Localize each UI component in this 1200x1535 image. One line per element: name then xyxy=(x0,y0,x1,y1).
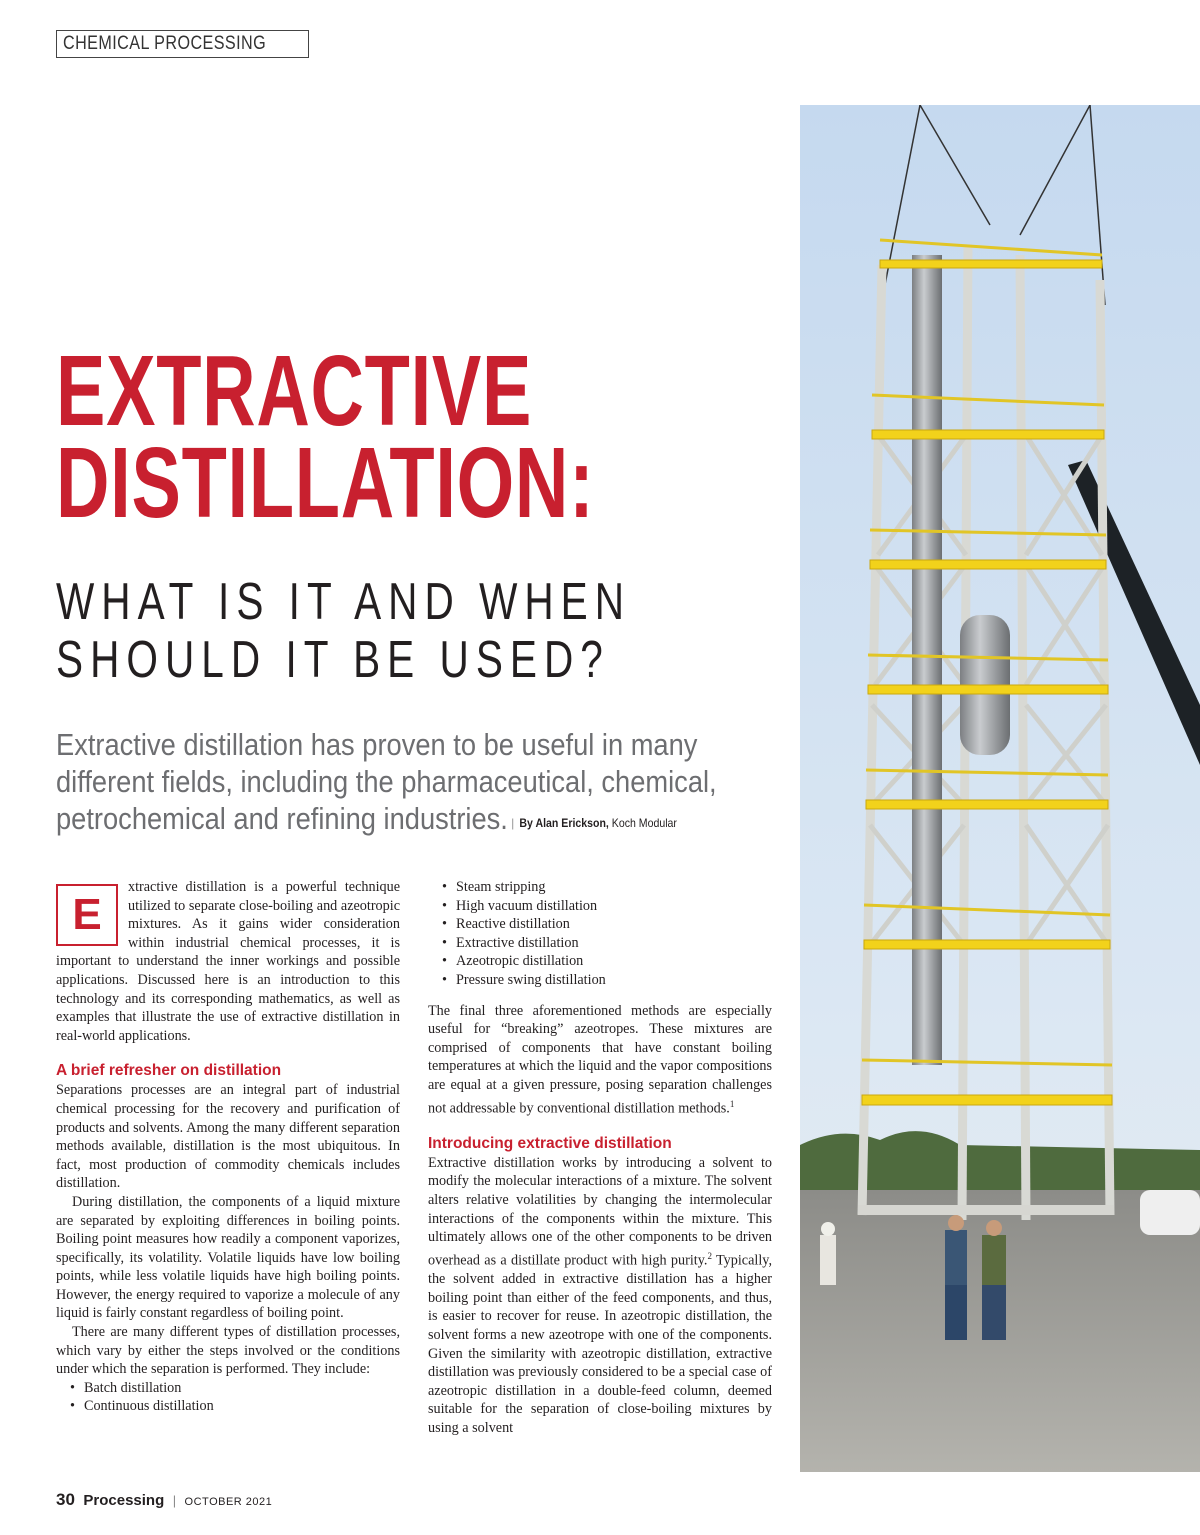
distillation-types-list-2 xyxy=(440,878,772,990)
deck-line-3 xyxy=(56,800,707,842)
list-item: • Azeotropic distillation xyxy=(440,952,772,971)
paragraph: There are many different types of distillation processes, which vary by either the steps involved or the conditions under which the separation is performed. They include: xyxy=(56,1324,400,1378)
paragraph-text: The final three aforementioned methods are especially useful for “breaking” azeotropes. These mixtures are comprised of components that have constant boiling temperatures at which the liquid and the vapor compositions are equal at a given pressure, posing separation challenges not addressable by conventional distillation methods. xyxy=(428,1002,772,1117)
byline: | By Alan Erickson, Koch Modular xyxy=(511,816,677,830)
distillation-tower-photo xyxy=(800,105,1200,1472)
paragraph xyxy=(428,1002,772,1118)
subtitle-line-2: SHOULD IT BE USED? xyxy=(56,631,610,689)
page-footer: 30 Processing | OCTOBER 2021 xyxy=(56,1490,273,1509)
distillation-types-list-1 xyxy=(68,1379,400,1416)
article-deck xyxy=(56,726,796,842)
list-item: • Continuous distillation xyxy=(68,1397,400,1416)
article-title xyxy=(56,335,604,539)
deck-line-2: different fields, including the pharmaceutical, chemical, xyxy=(56,764,717,799)
byline-author: By Alan Erickson, xyxy=(519,816,609,830)
body-column-1 xyxy=(56,878,400,1416)
paragraph xyxy=(428,1154,772,1438)
subtitle-line-1: WHAT IS IT AND WHEN xyxy=(56,573,632,631)
title-line-2: DISTILLATION: xyxy=(56,427,595,539)
list-item: • High vacuum distillation xyxy=(440,897,772,916)
article-subtitle xyxy=(56,573,631,689)
article-title-block xyxy=(56,335,796,689)
footnote-ref: 2 xyxy=(707,1250,712,1261)
list-item: • Reactive distillation xyxy=(440,915,772,934)
section-tag: CHEMICAL PROCESSING xyxy=(56,30,309,58)
section-heading-refresher: A brief refresher on distillation xyxy=(56,1062,282,1080)
magazine-name: Processing xyxy=(83,1492,165,1509)
list-item: • Extractive distillation xyxy=(440,934,772,953)
list-item: • Pressure swing distillation xyxy=(440,971,772,990)
deck-line-1: Extractive distillation has proven to be useful in many xyxy=(56,727,698,762)
issue-date: OCTOBER 2021 xyxy=(184,1496,273,1508)
footnote-ref: 1 xyxy=(729,1098,735,1109)
paragraph-text: Extractive distillation works by introducing a solvent to modify the molecular interactions of a mixture. The solvent alters relative volatilities by changing the intermolecular interactions of the components within the mixture. This ultimately allows one of the other components to be driven overhead as a distillate product with high purity. xyxy=(428,1154,772,1269)
intro-text: xtractive distillation is a powerful technique utilized to separate close-boiling and azeotropic mixtures. As it gains wider consideration within industrial chemical processes, it is important to understand the inner workings and possible applications. Discussed here is an introduction to this technology and its corresponding mathematics, as well as examples that illustrate the use of extractive distillation in real-world applications. xyxy=(56,879,400,1044)
paragraph: During distillation, the components of a liquid mixture are separated by exploiting differences in boiling points. Boiling point measures how readily a component vaporizes, specifically, its volatility. Volatile liquids have low boiling points, while less volatile liquids have high boiling points. However, the energy required to vaporize a molecule of any liquid is fairly constant regardless of boiling point. xyxy=(56,1193,400,1322)
section-heading-introducing: Introducing extractive distillation xyxy=(428,1134,672,1152)
body-column-2 xyxy=(428,878,772,1438)
list-item: • Batch distillation xyxy=(68,1379,400,1398)
list-item: • Steam stripping xyxy=(440,878,772,897)
page-number: 30 xyxy=(56,1490,75,1509)
byline-company: Koch Modular xyxy=(611,816,677,830)
drop-cap: E xyxy=(56,884,118,946)
paragraph-text: Typically, the solvent added in extractive distillation has a higher boiling point than either of the feed components, and thus, is easier to recover for reuse. In azeotropic distillation, the solvent forms a new azeotrope with one of the components. Given the similarity with azeotropic distillation, extractive distillation was previously considered to be a special case of azeotropic distillation in a double-feed column, deemed suitable for the separation of close-boiling mixtures by using a solvent xyxy=(428,1252,773,1436)
paragraph: Separations processes are an integral part of industrial chemical processing for the recovery and purification of products and solvents. Among the many different separation methods available, distillation is the most ubiquitous. In fact, most production of commodity chemicals includes distillation. xyxy=(56,1082,400,1192)
deck-line-3-text: petrochemical and refining industries. xyxy=(56,801,508,836)
title-line-1: EXTRACTIVE xyxy=(56,335,533,447)
intro-paragraph xyxy=(56,878,400,1045)
